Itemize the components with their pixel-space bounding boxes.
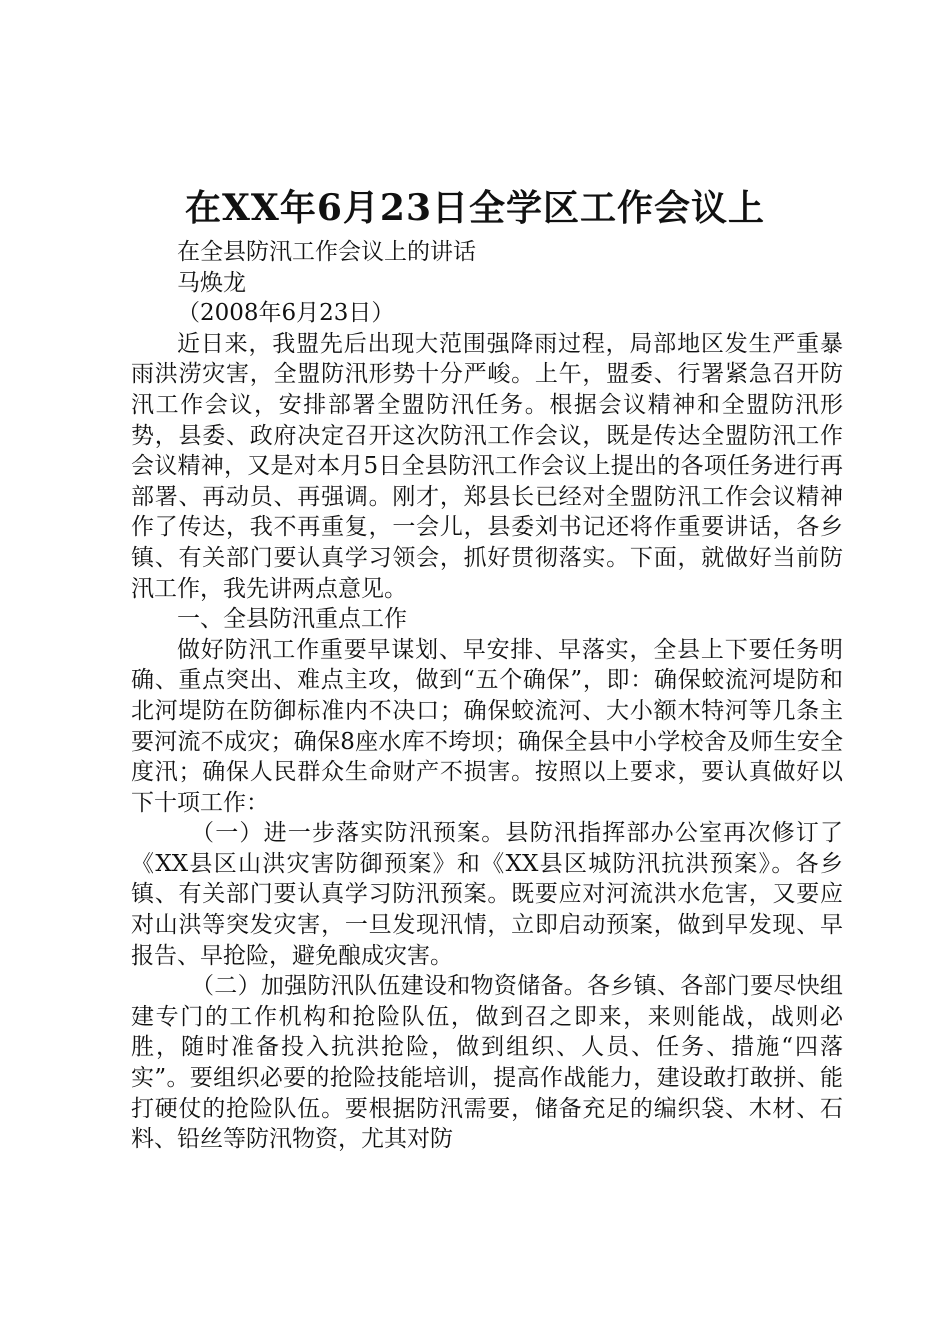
speaker-name: 马焕龙 xyxy=(177,269,246,296)
paragraph-item-1: （一）进一步落实防汛预案。县防汛指挥部办公室再次修订了《XX县区山洪灾害防御预案》和《XX县区城防汛抗洪预案》。各乡镇、有关部门要认真学习防汛预案。既要应对河流洪水危害，又要应对山洪等突发灾害，一旦发现汛情，立即启动预案，做到早发现、早报告、早抢险，避免酿成灾害。 xyxy=(131,820,843,969)
paragraph-key-tasks: 做好防汛工作重要早谋划、早安排、早落实，全县上下要任务明确、重点突出、难点主攻，做到“五个确保”，即：确保蛟流河堤防和北河堤防在防御标准内不决口；确保蛟流河、大小额木特河等几条主要河流不成灾；确保8座水库不垮坝；确保全县中小学校舍及师生安全度汛；确保人民群众生命财产不损害。按照以上要求，要认真做好以下十项工作： xyxy=(131,636,843,816)
document-body xyxy=(131,237,843,1155)
document-title: 在XX年6月23日全学区工作会议上 xyxy=(184,187,765,229)
paragraph-item-2: （二）加强防汛队伍建设和物资储备。各乡镇、各部门要尽快组建专门的工作机构和抢险队伍，做到召之即来，来则能战，战则必胜，随时准备投入抗洪抢险，做到组织、人员、任务、措施“四落实”。要组织必要的抢险技能培训，提高作战能力，建设敢打敢拼、能打硬仗的抢险队伍。要根据防汛需要，储备充足的编织袋、木材、石料、铅丝等防汛物资，尤其对防 xyxy=(131,973,843,1153)
speech-subtitle: 在全县防汛工作会议上的讲话 xyxy=(177,239,476,265)
section-heading: 一、全县防汛重点工作 xyxy=(177,606,407,633)
speech-date: （2008年6月23日） xyxy=(177,300,395,327)
paragraph-intro: 近日来，我盟先后出现大范围强降雨过程，局部地区发生严重暴雨洪涝灾害，全盟防汛形势十分严峻。上午，盟委、行署紧急召开防汛工作会议，安排部署全盟防汛任务。根据会议精神和全盟防汛形势，县委、政府决定召开这次防汛工作会议，既是传达全盟防汛工作会议精神，又是对本月5日全县防汛工作会议上提出的各项任务进行再部署、再动员、再强调。刚才，郑县长已经对全盟防汛工作会议精神作了传达，我不再重复，一会儿，县委刘书记还将作重要讲话，各乡镇、有关部门要认真学习领会，抓好贯彻落实。下面，就做好当前防汛工作，我先讲两点意见。 xyxy=(131,330,843,602)
